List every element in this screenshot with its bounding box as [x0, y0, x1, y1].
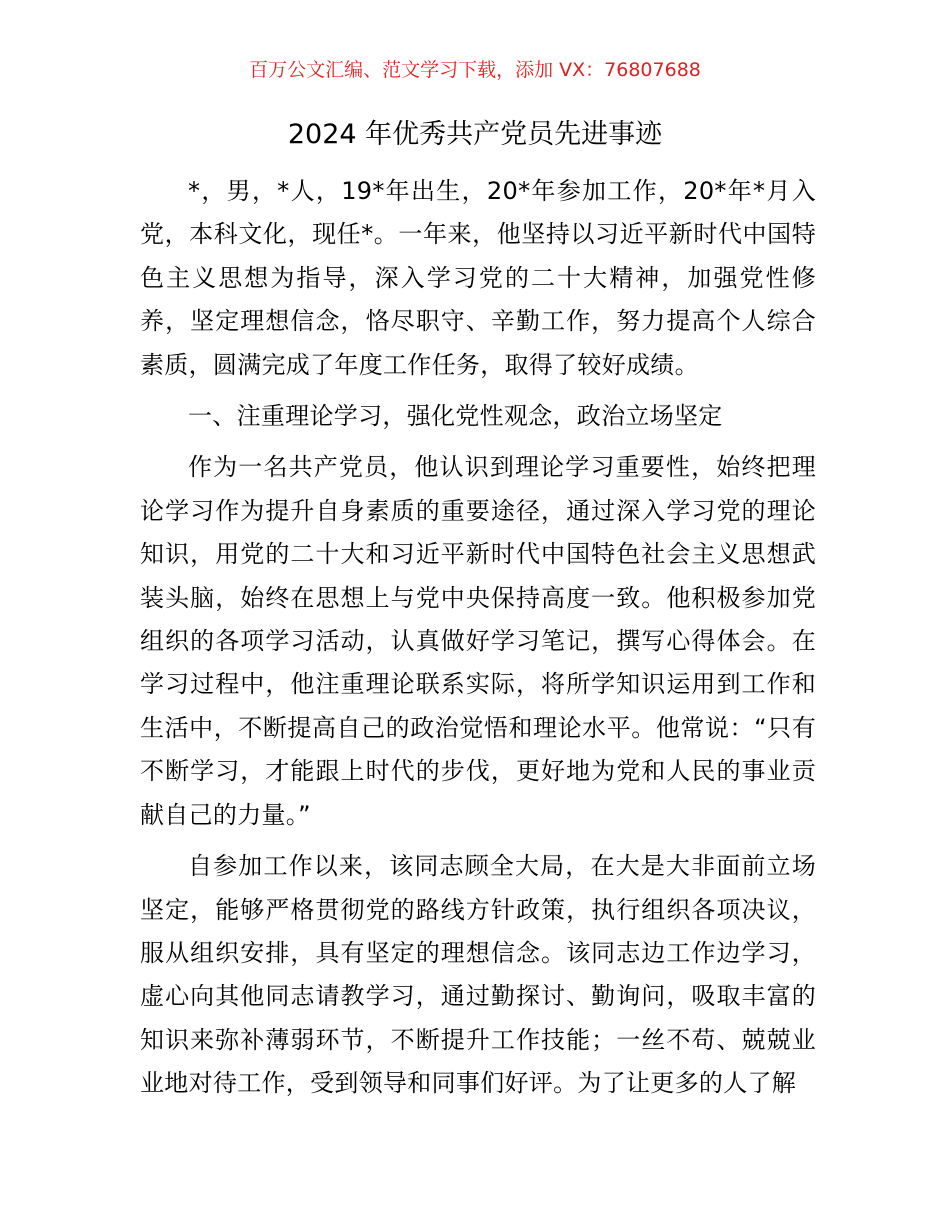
- document-body: [140, 170, 816, 1114]
- paragraph-work-attitude: 自参加工作以来，该同志顾全大局，在大是大非面前立场坚定，能够严格贯彻党的路线方针政策，执行组织各项决议，服从组织安排，具有坚定的理想信念。该同志边工作边学习，虚心向其他同志请教学习，通过勤探讨、勤询问，吸取丰富的知识来弥补薄弱环节，不断提升工作技能；一丝不苟、兢兢业业地对待工作，受到领导和同事们好评。为了让更多的人了解: [140, 852, 816, 1098]
- header-watermark-note: 百万公文汇编、范文学习下载，添加 VX：76807688: [249, 59, 701, 81]
- document-title: 2024 年优秀共产党员先进事迹: [287, 119, 663, 150]
- section-heading-1: 一、注重理论学习，强化党性观念，政治立场坚定: [188, 402, 723, 431]
- paragraph-intro: *，男，*人，19*年出生，20*年参加工作，20*年*月入党，本科文化，现任*。一年来，他坚持以习近平新时代中国特色主义思想为指导，深入学习党的二十大精神，加强党性修养，坚定理想信念，恪尽职守、辛勤工作，努力提高个人综合素质，圆满完成了年度工作任务，取得了较好成绩。: [140, 177, 816, 379]
- paragraph-theory-study: 作为一名共产党员，他认识到理论学习重要性，始终把理论学习作为提升自身素质的重要途径，通过深入学习党的理论知识，用党的二十大和习近平新时代中国特色社会主义思想武装头脑，始终在思想上与党中央保持高度一致。他积极参加党组织的各项学习活动，认真做好学习笔记，撰写心得体会。在学习过程中，他注重理论联系实际，将所学知识运用到工作和生活中，不断提高自己的政治觉悟和理论水平。他常说：“只有不断学习，才能跟上时代的步伐，更好地为党和人民的事业贡献自己的力量。”: [140, 453, 816, 829]
